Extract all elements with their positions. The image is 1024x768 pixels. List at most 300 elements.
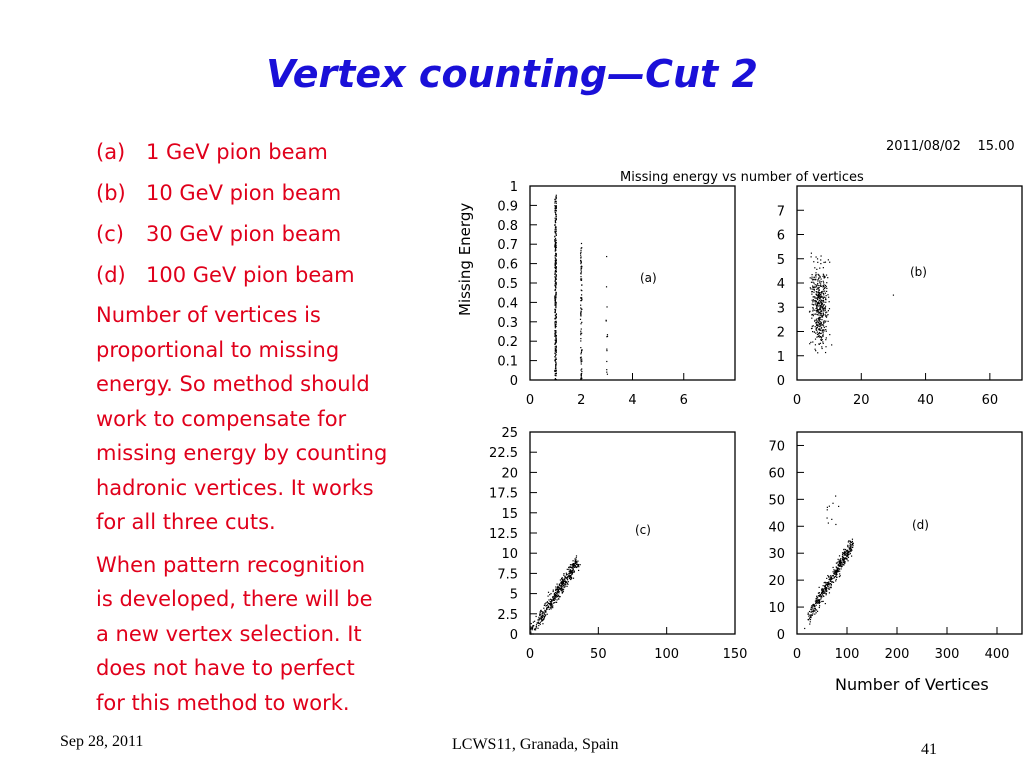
data-point [552, 607, 553, 608]
data-point [531, 623, 532, 624]
data-point [564, 586, 565, 587]
data-point [554, 297, 555, 298]
y-tick-label: 0 [509, 374, 518, 389]
data-point [819, 312, 820, 313]
data-point [545, 611, 546, 612]
data-point [823, 286, 824, 287]
data-point [829, 506, 830, 507]
data-point [823, 321, 824, 322]
data-point [536, 616, 537, 617]
data-point [570, 571, 571, 572]
data-point [822, 348, 823, 349]
data-point [552, 597, 553, 598]
data-point [815, 284, 816, 285]
data-point [531, 633, 532, 634]
data-point [825, 582, 826, 583]
data-point [847, 550, 848, 551]
data-point [817, 314, 818, 315]
data-point [825, 329, 826, 330]
data-point [555, 348, 556, 349]
data-point [823, 588, 824, 589]
data-point [555, 262, 556, 263]
bullet-a [96, 134, 448, 175]
data-point [818, 285, 819, 286]
data-point [838, 571, 839, 572]
data-point [821, 281, 822, 282]
data-point [825, 589, 826, 590]
data-point [532, 628, 533, 629]
data-point [839, 568, 840, 569]
data-point [552, 605, 553, 606]
data-point [815, 350, 816, 351]
data-point [821, 590, 822, 591]
data-point [839, 576, 840, 577]
data-point [555, 586, 556, 587]
y-tick-label: 6 [776, 228, 785, 244]
slide-title: Vertex counting—Cut 2 [266, 52, 758, 96]
data-point [544, 610, 545, 611]
data-point [835, 580, 836, 581]
data-point [556, 208, 557, 209]
data-point [559, 585, 560, 586]
data-point [555, 201, 556, 202]
data-point [558, 596, 559, 597]
data-point [816, 605, 817, 606]
data-point [849, 549, 850, 550]
data-point [826, 331, 827, 332]
data-point [823, 281, 824, 282]
data-point [819, 602, 820, 603]
data-point [572, 568, 573, 569]
data-point [580, 340, 581, 341]
x-tick-label: 300 [934, 647, 960, 662]
data-point [819, 335, 820, 336]
data-point [815, 279, 816, 280]
data-point [575, 558, 576, 559]
data-point [820, 325, 821, 326]
data-point [810, 287, 811, 288]
data-point [575, 563, 576, 564]
data-point [823, 310, 824, 311]
data-point [811, 282, 812, 283]
data-point [824, 307, 825, 308]
data-point [581, 328, 582, 329]
data-point [849, 545, 850, 546]
data-point [555, 265, 556, 266]
data-point [556, 593, 557, 594]
data-point [844, 553, 845, 554]
data-point [829, 592, 830, 593]
data-point [536, 624, 537, 625]
data-point [555, 327, 556, 328]
y-tick-label: 0.1 [497, 354, 518, 370]
data-point [554, 296, 555, 297]
data-point [815, 272, 816, 273]
data-point [581, 311, 582, 312]
data-point [561, 585, 562, 586]
plot-frame [797, 186, 1022, 380]
data-point [809, 311, 810, 312]
data-point [580, 353, 581, 354]
data-point [850, 553, 851, 554]
data-point [823, 325, 824, 326]
data-point [554, 285, 555, 286]
data-point [580, 334, 581, 335]
data-point [819, 328, 820, 329]
data-point [839, 555, 840, 556]
data-point [833, 569, 834, 570]
data-point [563, 591, 564, 592]
data-point [826, 282, 827, 283]
data-point [580, 359, 581, 360]
data-point [821, 333, 822, 334]
data-point [548, 592, 549, 593]
data-point [819, 607, 820, 608]
data-point [534, 621, 535, 622]
data-point [812, 310, 813, 311]
data-point [819, 315, 820, 316]
data-point [819, 287, 820, 288]
data-point [823, 309, 824, 310]
data-point [816, 307, 817, 308]
data-point [576, 555, 577, 556]
data-point [580, 312, 581, 313]
data-point [839, 563, 840, 564]
data-point [554, 236, 555, 237]
data-point [555, 221, 556, 222]
data-point [533, 625, 534, 626]
data-point [827, 314, 828, 315]
data-point [820, 263, 821, 264]
data-point [838, 559, 839, 560]
data-point [546, 608, 547, 609]
data-point [830, 580, 831, 581]
data-point [814, 289, 815, 290]
data-point [573, 563, 574, 564]
data-point [816, 609, 817, 610]
data-point [549, 603, 550, 604]
data-point [848, 540, 849, 541]
data-point [556, 235, 557, 236]
data-point [554, 304, 555, 305]
data-point [606, 361, 607, 362]
data-point [823, 294, 824, 295]
data-point [815, 294, 816, 295]
data-point [818, 309, 819, 310]
data-point [554, 595, 555, 596]
data-point [818, 602, 819, 603]
data-point [812, 279, 813, 280]
data-point [555, 258, 556, 259]
plot-frame [530, 186, 735, 380]
data-point [816, 274, 817, 275]
y-tick-label: 25 [501, 426, 518, 441]
data-point [819, 268, 820, 269]
data-point [816, 320, 817, 321]
plot-frame [797, 432, 1022, 634]
data-point [852, 543, 853, 544]
data-point [556, 346, 557, 347]
paragraph-method: Number of vertices is proportional to missing energy. So method should work to compensate for missing energy by counting hadronic vertices. It works for all three cuts. [96, 303, 388, 534]
data-point [813, 286, 814, 287]
data-point [581, 363, 582, 364]
data-point [563, 585, 564, 586]
data-point [816, 286, 817, 287]
data-point [556, 373, 557, 374]
data-point [822, 341, 823, 342]
y-tick-label: 0.8 [497, 218, 518, 234]
data-point [556, 363, 557, 364]
data-point [852, 539, 853, 540]
data-point [556, 240, 557, 241]
data-point [842, 552, 843, 553]
data-point [816, 337, 817, 338]
data-point [829, 588, 830, 589]
data-point [823, 285, 824, 286]
data-point [825, 310, 826, 311]
data-point [556, 247, 557, 248]
y-tick-label: 15 [501, 506, 518, 522]
data-point [540, 622, 541, 623]
data-point [836, 562, 837, 563]
data-point [555, 255, 556, 256]
data-point [825, 308, 826, 309]
data-point [575, 566, 576, 567]
data-point [826, 337, 827, 338]
data-point [820, 313, 821, 314]
data-point [822, 595, 823, 596]
data-point [572, 572, 573, 573]
data-point [818, 319, 819, 320]
data-point [822, 330, 823, 331]
data-point [556, 341, 557, 342]
data-point [818, 336, 819, 337]
data-point [823, 293, 824, 294]
y-tick-label: 10 [768, 601, 785, 617]
data-point [817, 288, 818, 289]
data-point [562, 580, 563, 581]
data-point [820, 297, 821, 298]
data-point [825, 307, 826, 308]
data-point [555, 343, 556, 344]
data-point [557, 586, 558, 587]
data-point [846, 550, 847, 551]
data-point [581, 361, 582, 362]
y-tick-label: 2.5 [497, 607, 518, 623]
data-point [556, 195, 557, 196]
data-point [555, 196, 556, 197]
data-point [538, 617, 539, 618]
data-point [812, 304, 813, 305]
data-point [822, 332, 823, 333]
data-point [828, 259, 829, 260]
data-point [832, 575, 833, 576]
data-point [840, 561, 841, 562]
data-point [556, 218, 557, 219]
data-point [812, 607, 813, 608]
data-point [566, 581, 567, 582]
data-point [558, 592, 559, 593]
data-point [580, 263, 581, 264]
data-point [829, 262, 830, 263]
data-point [819, 587, 820, 588]
data-point [821, 314, 822, 315]
data-point [842, 556, 843, 557]
y-tick-label: 7 [776, 204, 785, 220]
data-point [580, 305, 581, 306]
data-point [833, 571, 834, 572]
y-tick-label: 0 [509, 628, 518, 643]
data-point [828, 522, 829, 523]
data-point [571, 578, 572, 579]
data-point [570, 579, 571, 580]
data-point [824, 588, 825, 589]
data-point [555, 324, 556, 325]
data-point [811, 318, 812, 319]
data-point [544, 614, 545, 615]
data-point [581, 271, 582, 272]
data-point [571, 572, 572, 573]
y-tick-label: 2 [776, 325, 785, 341]
data-point [606, 350, 607, 351]
data-point [570, 567, 571, 568]
data-point [822, 276, 823, 277]
data-point [537, 628, 538, 629]
data-point [808, 619, 809, 620]
data-point [819, 280, 820, 281]
data-point [557, 592, 558, 593]
data-point [555, 298, 556, 299]
data-point [607, 334, 608, 335]
data-point [849, 547, 850, 548]
figure-header: Missing energy vs number of vertices [620, 170, 864, 185]
data-point [822, 588, 823, 589]
data-point [580, 300, 581, 301]
y-tick-label: 0.2 [497, 335, 518, 351]
data-point [820, 330, 821, 331]
data-point [557, 584, 558, 585]
data-point [833, 575, 834, 576]
data-point [555, 199, 556, 200]
data-point [823, 291, 824, 292]
data-point [823, 590, 824, 591]
data-point [820, 299, 821, 300]
data-point [816, 310, 817, 311]
data-point [580, 256, 581, 257]
data-point [829, 579, 830, 580]
data-point [573, 572, 574, 573]
data-point [571, 564, 572, 565]
data-point [822, 306, 823, 307]
data-point [842, 557, 843, 558]
data-point [557, 588, 558, 589]
data-point [826, 593, 827, 594]
data-point [818, 333, 819, 334]
data-point [826, 312, 827, 313]
data-point [538, 619, 539, 620]
data-point [820, 283, 821, 284]
data-point [548, 606, 549, 607]
data-point [811, 278, 812, 279]
data-point [812, 341, 813, 342]
data-point [563, 589, 564, 590]
y-tick-label: 0.9 [497, 199, 518, 215]
data-point [817, 280, 818, 281]
data-point [575, 561, 576, 562]
data-point [818, 301, 819, 302]
data-point [836, 579, 837, 580]
data-point [569, 576, 570, 577]
data-point [819, 318, 820, 319]
y-tick-label: 17.5 [489, 486, 518, 502]
data-point [826, 594, 827, 595]
data-point [559, 589, 560, 590]
data-point [813, 299, 814, 300]
data-point [556, 336, 557, 337]
x-tick-label: 200 [884, 647, 910, 662]
data-point [553, 590, 554, 591]
data-point [840, 558, 841, 559]
data-point [566, 573, 567, 574]
data-point [556, 253, 557, 254]
x-tick-label: 0 [525, 393, 535, 408]
data-point [555, 362, 556, 363]
data-point [555, 375, 556, 376]
data-point [554, 356, 555, 357]
x-tick-label: 400 [984, 647, 1010, 662]
data-point [840, 563, 841, 564]
data-point [825, 591, 826, 592]
data-point [834, 572, 835, 573]
data-point [835, 524, 836, 525]
data-point [836, 577, 837, 578]
data-point [551, 604, 552, 605]
data-point [581, 284, 582, 285]
data-point [812, 307, 813, 308]
data-point [817, 283, 818, 284]
data-point [850, 541, 851, 542]
data-point [561, 590, 562, 591]
bullet-text: 1 GeV pion beam [146, 140, 328, 164]
data-point [568, 581, 569, 582]
data-point [555, 282, 556, 283]
data-point [814, 321, 815, 322]
data-point [572, 565, 573, 566]
y-tick-label: 0 [776, 374, 785, 389]
data-point [816, 301, 817, 302]
data-point [555, 248, 556, 249]
data-point [820, 598, 821, 599]
y-axis-label: Missing Energy [456, 202, 474, 316]
data-point [826, 584, 827, 585]
data-point [580, 331, 581, 332]
data-point [555, 222, 556, 223]
data-point [847, 545, 848, 546]
data-point [832, 567, 833, 568]
data-point [823, 343, 824, 344]
data-point [810, 288, 811, 289]
data-point [836, 566, 837, 567]
data-point [555, 267, 556, 268]
data-point [847, 546, 848, 547]
data-point [824, 327, 825, 328]
data-point [554, 274, 555, 275]
data-point [817, 303, 818, 304]
data-point [567, 584, 568, 585]
footer-page-number: 41 [921, 741, 937, 758]
data-point [844, 563, 845, 564]
data-point [555, 302, 556, 303]
